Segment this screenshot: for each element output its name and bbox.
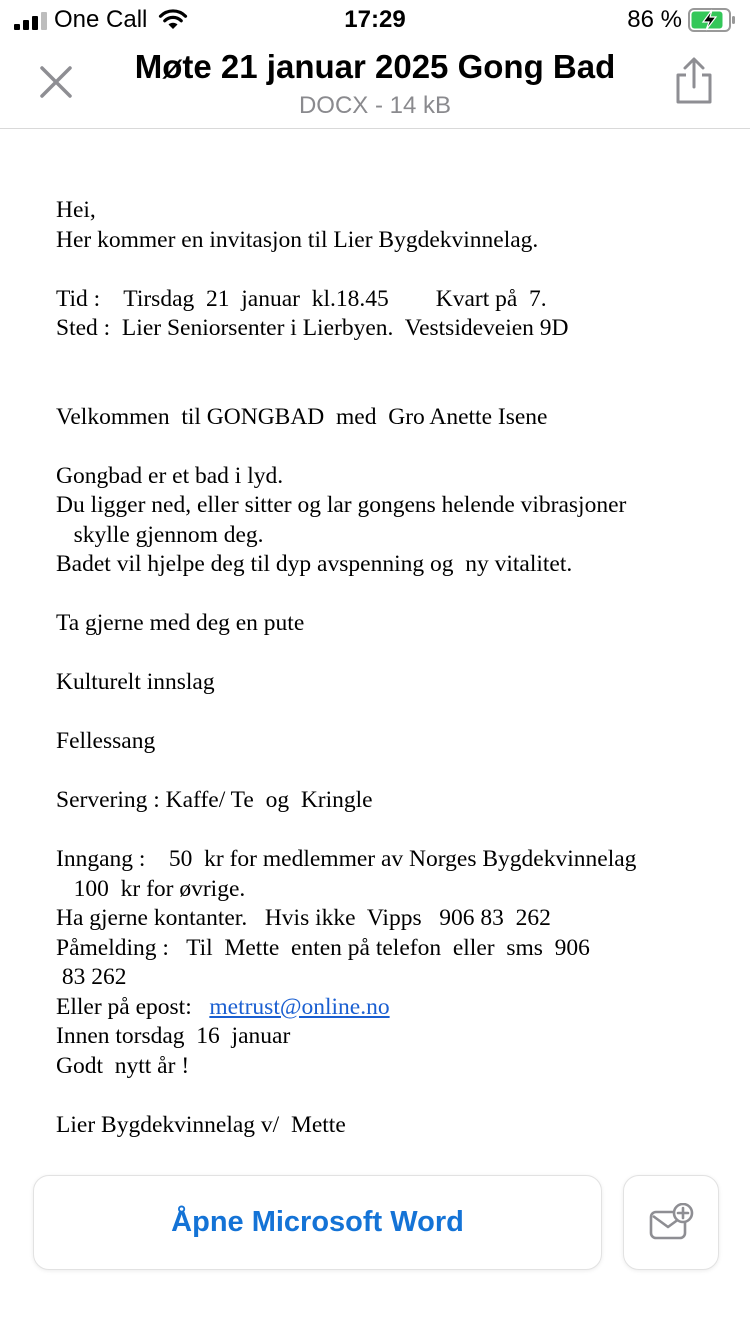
doc-line-place: Sted : Lier Seniorsenter i Lierbyen. Vestsideveien 9D [56, 315, 569, 341]
email-label: Eller på epost: [56, 993, 210, 1020]
doc-line: Påmelding : Til Mette enten på telefon eller sms 906 [56, 934, 590, 961]
doc-line: skylle gjennom deg. [56, 521, 264, 548]
document-title: Møte 21 januar 2025 Gong Bad [134, 48, 616, 85]
doc-line: Du ligger ned, eller sitter og lar gongens helende vibrasjoner [56, 492, 627, 518]
doc-line: Fellessang [56, 728, 156, 754]
mail-add-icon [648, 1203, 694, 1243]
battery-charging-icon [688, 8, 736, 32]
doc-line: Badet vil hjelpe deg til dyp avspenning og ny vitalitet. [56, 551, 573, 577]
open-microsoft-word-button[interactable] [33, 1175, 602, 1270]
doc-line: 83 262 [56, 964, 127, 990]
doc-line-email [56, 993, 716, 1023]
close-icon[interactable] [36, 62, 76, 102]
status-bar [0, 0, 750, 42]
share-icon[interactable] [672, 56, 716, 106]
doc-line-welcome: Velkommen til GONGBAD med Gro Anette Isene [56, 403, 548, 430]
battery-percentage: 86 % [627, 6, 682, 33]
doc-line: Kulturelt innslag [56, 669, 215, 695]
document-subtitle: DOCX - 14 kB [298, 92, 452, 119]
open-word-label: Åpne Microsoft Word [171, 1206, 464, 1238]
document-header [0, 42, 750, 129]
doc-line: Gongbad er et bad i lyd. [56, 462, 284, 489]
status-time: 17:29 [344, 6, 406, 33]
doc-line: Ta gjerne med deg en pute [56, 610, 305, 636]
document-content [56, 196, 716, 1140]
doc-line: Servering : Kaffe/ Te og Kringle [56, 787, 373, 813]
doc-line: Inngang : 50 kr for medlemmer av Norges Bygdekvinnelag [56, 846, 637, 872]
carrier-name: One Call [54, 6, 148, 33]
doc-line: Ha gjerne kontanter. Hvis ikke Vipps 906 83 262 [56, 905, 551, 931]
email-link[interactable]: metrust@online.no [209, 993, 390, 1020]
doc-line: Godt nytt år ! [56, 1052, 190, 1079]
doc-line: Her kommer en invitasjon til Lier Bygdekvinnelag. [56, 226, 539, 253]
doc-line-time: Tid : Tirsdag 21 januar kl.18.45 Kvart på 7. [56, 285, 547, 312]
doc-line: 100 kr for øvrige. [56, 875, 246, 902]
doc-line: Hei, [56, 197, 96, 223]
doc-line: Innen torsdag 16 januar [56, 1023, 291, 1049]
mail-button[interactable] [623, 1175, 719, 1270]
doc-line-signature: Lier Bygdekvinnelag v/ Mette [56, 1111, 346, 1138]
